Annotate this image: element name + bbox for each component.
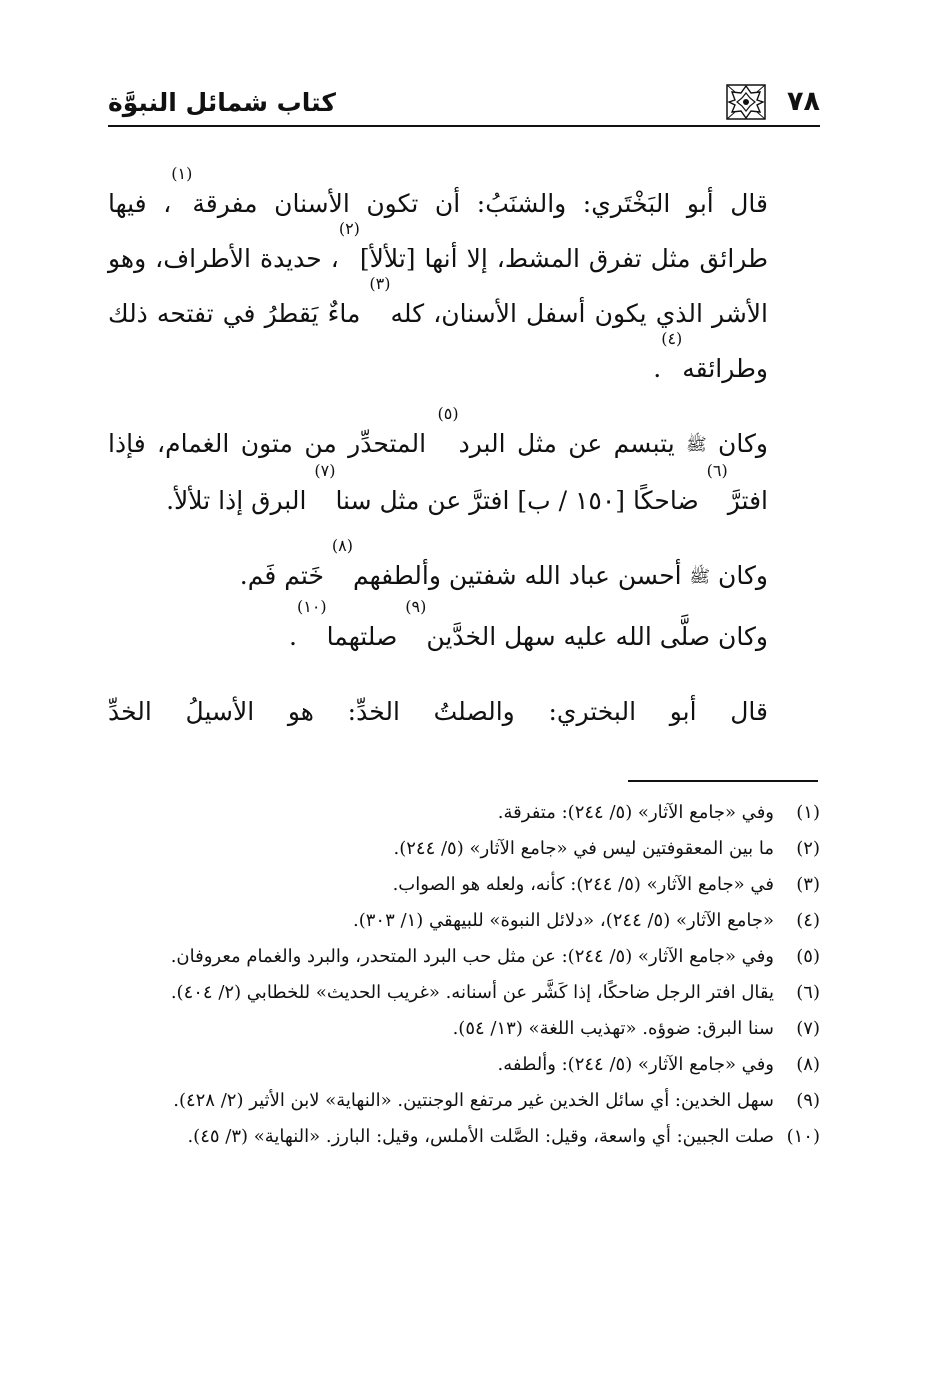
page-header bbox=[108, 82, 820, 128]
paragraph-5: قال أبو البختري: والصلتُ الخدِّ: هو الأسيلُ الخدِّ bbox=[108, 697, 768, 726]
footnote-text: يقال افتر الرجل ضاحكًا، إذا كَشَّر عن أسنانه. «غريب الحديث» للخطابي (٢/ ٤٠٤). bbox=[170, 982, 774, 1003]
footnote-item bbox=[108, 1119, 820, 1155]
footnote-item bbox=[108, 1011, 820, 1047]
footnote-ref-4: (٤) bbox=[661, 329, 683, 348]
footnote-text: ما بين المعقوفتين ليس في «جامع الآثار» (٥/ ٢٤٤). bbox=[393, 838, 774, 859]
running-title: كتاب شمائل النبوَّة bbox=[108, 88, 336, 117]
text-run: . bbox=[653, 354, 662, 383]
text-run: ، حديدة الأطراف، وهو الأشر الذي يكون أسفل الأسنان، كله bbox=[108, 244, 768, 328]
salawat-ligature: ﷺ bbox=[689, 567, 711, 587]
footnote-number: (٤) bbox=[796, 910, 820, 931]
footnote-number: (٢) bbox=[796, 838, 820, 859]
footnote-item bbox=[108, 1083, 820, 1119]
text-run: خَتم فَم. bbox=[239, 561, 332, 590]
footnote-number: (٥) bbox=[796, 946, 820, 967]
footnote-ref-9: (٩) bbox=[405, 597, 427, 616]
text-run: البرق إذا تلألأ. bbox=[166, 486, 315, 515]
footnotes-list bbox=[108, 795, 820, 1155]
footnote-ref-6: (٦) bbox=[706, 461, 728, 480]
text-run: وكان bbox=[710, 561, 768, 590]
page-number: ٧٨ bbox=[787, 86, 820, 117]
text-run: ، فيها طرائق مثل تفرق المشط، إلا أنها [تلألأ] bbox=[108, 189, 768, 273]
footnote-number: (٧) bbox=[796, 1018, 820, 1039]
footnote-text: سهل الخدين: أي سائل الخدين غير مرتفع الوجنتين. «النهاية» لابن الأثير (٢/ ٤٢٨). bbox=[173, 1090, 774, 1111]
footnote-separator bbox=[628, 780, 818, 782]
footnote-number: (٨) bbox=[796, 1054, 820, 1075]
salawat-ligature: ﷺ bbox=[686, 435, 707, 455]
footnote-text: وفي «جامع الآثار» (٥/ ٢٤٤): وألطفه. bbox=[497, 1054, 774, 1075]
paragraph-4 bbox=[108, 597, 820, 664]
footnote-text: سنا البرق: ضوؤه. «تهذيب اللغة» (١٣/ ٥٤). bbox=[452, 1018, 774, 1039]
footnote-text: «جامع الآثار» (٥/ ٢٤٤)، «دلائل النبوة» للبيهقي (١/ ٣٠٣). bbox=[353, 910, 774, 931]
footnote-item bbox=[108, 975, 820, 1011]
footnote-text: في «جامع الآثار» (٥/ ٢٤٤): كأنه، ولعله هو الصواب. bbox=[392, 874, 774, 895]
footnote-item bbox=[108, 1047, 820, 1083]
text-run: صلتهما bbox=[326, 622, 406, 651]
footnote-ref-5: (٥) bbox=[437, 404, 459, 423]
footnote-ref-10: (١٠) bbox=[296, 597, 327, 616]
octagonal-star-ornament-icon bbox=[724, 82, 768, 122]
footnote-ref-7: (٧) bbox=[314, 461, 336, 480]
footnote-ref-1: (١) bbox=[171, 164, 193, 183]
footnote-text: وفي «جامع الآثار» (٥/ ٢٤٤): متفرقة. bbox=[497, 802, 774, 823]
text-run: يتبسم عن مثل البرد bbox=[458, 429, 687, 458]
footnote-item bbox=[108, 795, 820, 831]
footnote-item bbox=[108, 939, 820, 975]
footnote-number: (٩) bbox=[796, 1090, 820, 1111]
footnote-number: (١٠) bbox=[786, 1126, 820, 1147]
text-run: المتحدِّر من متون الغمام، فإذا افترَّ bbox=[108, 429, 768, 515]
text-run: ماءٌ يَقطرُ في تفتحه ذلك وطرائقه bbox=[108, 299, 768, 383]
footnote-item bbox=[108, 831, 820, 867]
footnote-ref-3: (٣) bbox=[369, 274, 391, 293]
footnote-item bbox=[108, 903, 820, 939]
footnote-number: (٦) bbox=[796, 982, 820, 1003]
paragraph-1 bbox=[108, 164, 820, 396]
footnote-ref-2: (٢) bbox=[338, 219, 360, 238]
footnote-item bbox=[108, 867, 820, 903]
footnote-text: وفي «جامع الآثار» (٥/ ٢٤٤): عن مثل حب البرد المتحدر، والبرد والغمام معروفان. bbox=[170, 946, 774, 967]
footnote-ref-8: (٨) bbox=[331, 536, 353, 555]
footnote-text: صلت الجبين: أي واسعة، وقيل: الصَّلت الأملس، وقيل: البارز. «النهاية» (٣/ ٤٥). bbox=[187, 1126, 774, 1147]
text-run: وكان bbox=[706, 429, 768, 458]
text-run: ضاحكًا [١٥٠ / ب] افترَّ عن مثل سنا bbox=[335, 486, 707, 515]
text-run: وكان صلَّى الله عليه سهل الخدَّين bbox=[426, 622, 768, 651]
footnote-number: (٣) bbox=[796, 874, 820, 895]
text-run: قال أبو البَخْتَري: والشنَبُ: أن تكون الأسنان مفرقة bbox=[192, 189, 769, 218]
footnote-number: (١) bbox=[796, 802, 820, 823]
header-rule bbox=[108, 125, 820, 127]
main-text bbox=[108, 164, 820, 739]
text-run: . bbox=[289, 622, 297, 651]
paragraph-2 bbox=[108, 404, 820, 528]
text-run: أحسن عباد الله شفتين وألطفهم bbox=[352, 561, 690, 590]
paragraph-3 bbox=[108, 536, 820, 605]
